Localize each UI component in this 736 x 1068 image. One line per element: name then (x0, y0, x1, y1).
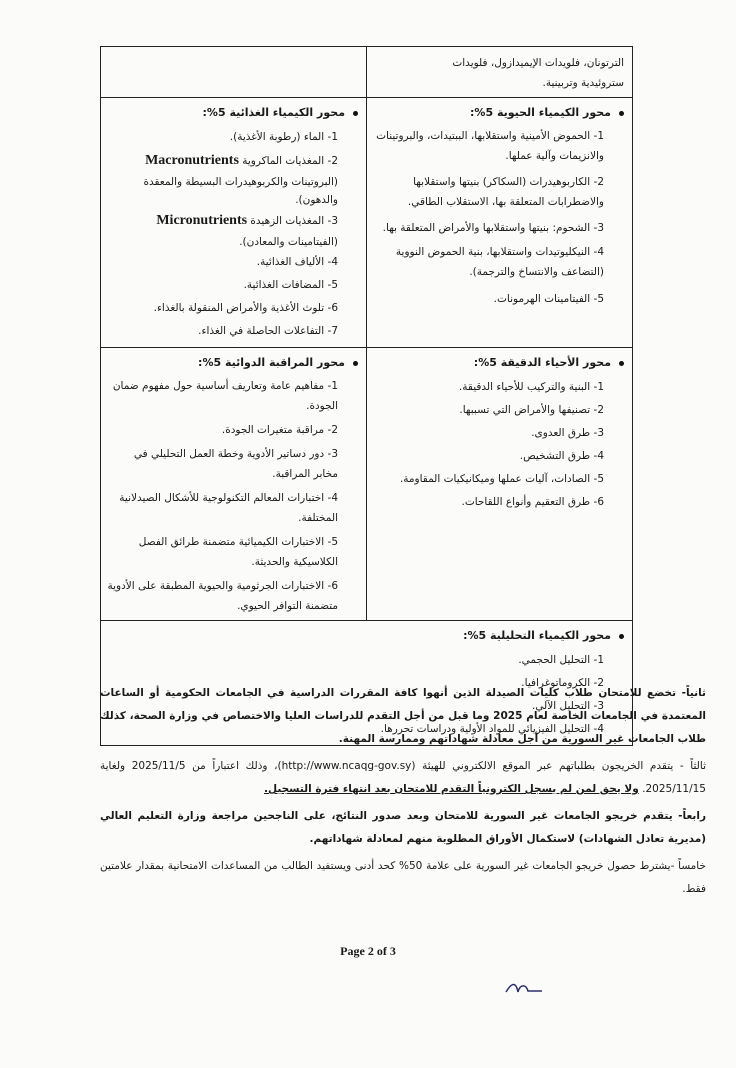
list-item: 6- الاختبارات الجرثومية والحيوية المطبقة على الأدوية متضمنة التوافر الحيوي. (107, 580, 338, 612)
list-item: 2- تصنيفها والأمراض التي تسببها. (459, 404, 604, 416)
continued-line: الترتونان، فلويدات الإيميدازول، فلويدات (452, 57, 624, 69)
cell-food-chemistry (101, 98, 367, 348)
list-item: 3- الشحوم: بنيتها واستقلابها والأمراض المتعلقة بها. (382, 222, 604, 234)
bullet-icon (619, 361, 624, 366)
cell-top-left-continued (367, 47, 633, 98)
list-item: 4- النيكليوتيدات واستقلابها، بنية الحموض النووية (التضاعف والانتساخ والترجمة). (395, 246, 604, 278)
bullet-icon (353, 361, 358, 366)
bullet-icon (353, 111, 358, 116)
paragraph-fifth: خامساً -يشترط حصول خريجو الجامعات غير السورية على علامة 50% كحد أدنى ويستفيد الطالب من المساعدات الامتحانية بمقدار علامتين فقط. (100, 860, 706, 895)
body-paragraphs (100, 682, 706, 901)
paragraph-third: ثالثاً - يتقدم الخريجون بطلباتهم عبر الموقع الالكتروني للهيئة (http://www.ncaqg-gov.sy)، وذلك اعتباراً من 2025/11/5 ولغاية 2025/11/15. ولا يحق لمن لم يسجل الكترونياً التقدم للامتحان بعد انتهاء فترة التسجيل. (100, 760, 706, 795)
list-item: 5- الفيتامينات الهرمونات. (493, 293, 604, 305)
list-item: 2- المغذيات الماكروية Macronutrients (145, 153, 338, 168)
cell-biochemistry (367, 98, 633, 348)
list-item: 6- تلوث الأغذية والأمراض المنقولة بالغذاء. (153, 302, 338, 314)
paragraph-second: ثانياً- تخضع للامتحان طلاب كليات الصيدلة الذين أنهوا كافة المقررات الدراسية في الجامعات الحكومية أو الساعات المعتمدة في الجامعات الخاصة لعام 2025 وما قبل من أجل التقدم للدراسات العليا والاختصاص في وزارة الصحة، كذلك طلاب الجامعات غير السورية من أجل معادلة شهاداتهم وممارسة المهنة. (100, 687, 706, 745)
section-title: محور المراقبة الدوائية 5%: (198, 356, 345, 369)
table-row (101, 98, 633, 348)
list-item: 2- مراقبة متغيرات الجودة. (221, 424, 338, 436)
list-item: 4- التحليل الفيزيائي للمواد الأولية ودراسات تحررها. (380, 723, 604, 735)
list-item: (الفيتامينات والمعادن). (239, 236, 338, 248)
cell-microbiology (367, 348, 633, 621)
page-number: Page 2 of 3 (340, 944, 396, 958)
list-item: 4- الألياف الغذائية. (256, 256, 338, 268)
list-item: 3- التحليل الآلي. (531, 700, 604, 712)
list-item: (البروتينات والكربوهيدرات البسيطة والمعقدة والدهون). (143, 176, 338, 206)
section-title: محور الأحياء الدقيقة 5%: (473, 356, 611, 369)
section-title: محور الكيمياء الحيوية 5%: (470, 106, 611, 119)
paragraph-fourth: رابعاً- يتقدم خريجو الجامعات غير السورية للامتحان وبعد صدور النتائج، على الناجحين مراجعة وزارة التعليم العالي (مديرية تعادل الشهادات) لاستكمال الأوراق المطلوبة منهم لمعادلة شهاداتهم. (100, 810, 706, 845)
section-title: محور الكيمياء التحليلية 5%: (463, 629, 611, 642)
list-item: 1- الماء (رطوبة الأغذية). (229, 131, 338, 143)
list-item: 2- الكاربوهيدرات (السكاكر) بنيتها واستقلابها والاضطرابات المتعلقة بها، الاستقلاب الطاقي. (407, 176, 604, 208)
bullet-icon (619, 111, 624, 116)
food-list (107, 126, 358, 343)
list-item: 5- المضافات الغذائية. (243, 279, 338, 291)
micro-list (373, 376, 624, 514)
list-item: 4- طرق التشخيص. (519, 450, 604, 462)
list-item: 6- طرق التعقيم وأنواع اللقاحات. (461, 496, 604, 508)
section-title: محور الكيمياء الغذائية 5%: (202, 106, 345, 119)
list-item: 2- الكروماتوغرافيا. (521, 677, 604, 689)
syllabus-table (100, 46, 633, 746)
list-item: 5- الصادات، آليات عملها وميكانيكيات المقاومة. (399, 473, 604, 485)
bullet-icon (619, 634, 624, 639)
qc-list (107, 376, 358, 616)
list-item: 1- مفاهيم عامة وتعاريف أساسية حول مفهوم ضمان الجودة. (112, 380, 338, 412)
cell-pharma-qc (101, 348, 367, 621)
list-item: 3- طرق العدوى. (531, 427, 604, 439)
list-item: 4- اختبارات المعالم التكنولوجية للأشكال الصيدلانية المختلفة. (119, 492, 338, 524)
list-item: 3- المغذيات الزهيدة Micronutrients (156, 213, 338, 228)
table-row (101, 47, 633, 98)
signature-icon (504, 978, 544, 998)
registration-warning: ولا يحق لمن لم يسجل الكترونياً التقدم للامتحان بعد انتهاء فترة التسجيل. (263, 783, 639, 795)
table-row (101, 348, 633, 621)
list-item: 5- الاختبارات الكيميائية متضمنة طرائق الفصل الكلاسيكية والحديثة. (138, 536, 338, 568)
list-item: 1- التحليل الحجمي. (518, 654, 604, 666)
list-item: 1- البنية والتركيب للأحياء الدقيقة. (458, 381, 604, 393)
list-item: 3- دور دساتير الأدوية وخطة العمل التحليلي في مخابر المراقبة. (133, 448, 338, 480)
cell-top-right-empty (101, 47, 367, 98)
latin-term: Micronutrients (156, 213, 248, 228)
list-item: 1- الحموض الأمينية واستقلابها، الببتيدات، والبروتينات والانزيمات وآلية عملها. (376, 130, 604, 162)
continued-line: ستروئيدية وتربينية. (542, 77, 624, 89)
latin-term: Macronutrients (145, 153, 239, 168)
list-item: 7- التفاعلات الحاصلة في الغذاء. (198, 325, 338, 337)
bio-list (373, 126, 624, 311)
